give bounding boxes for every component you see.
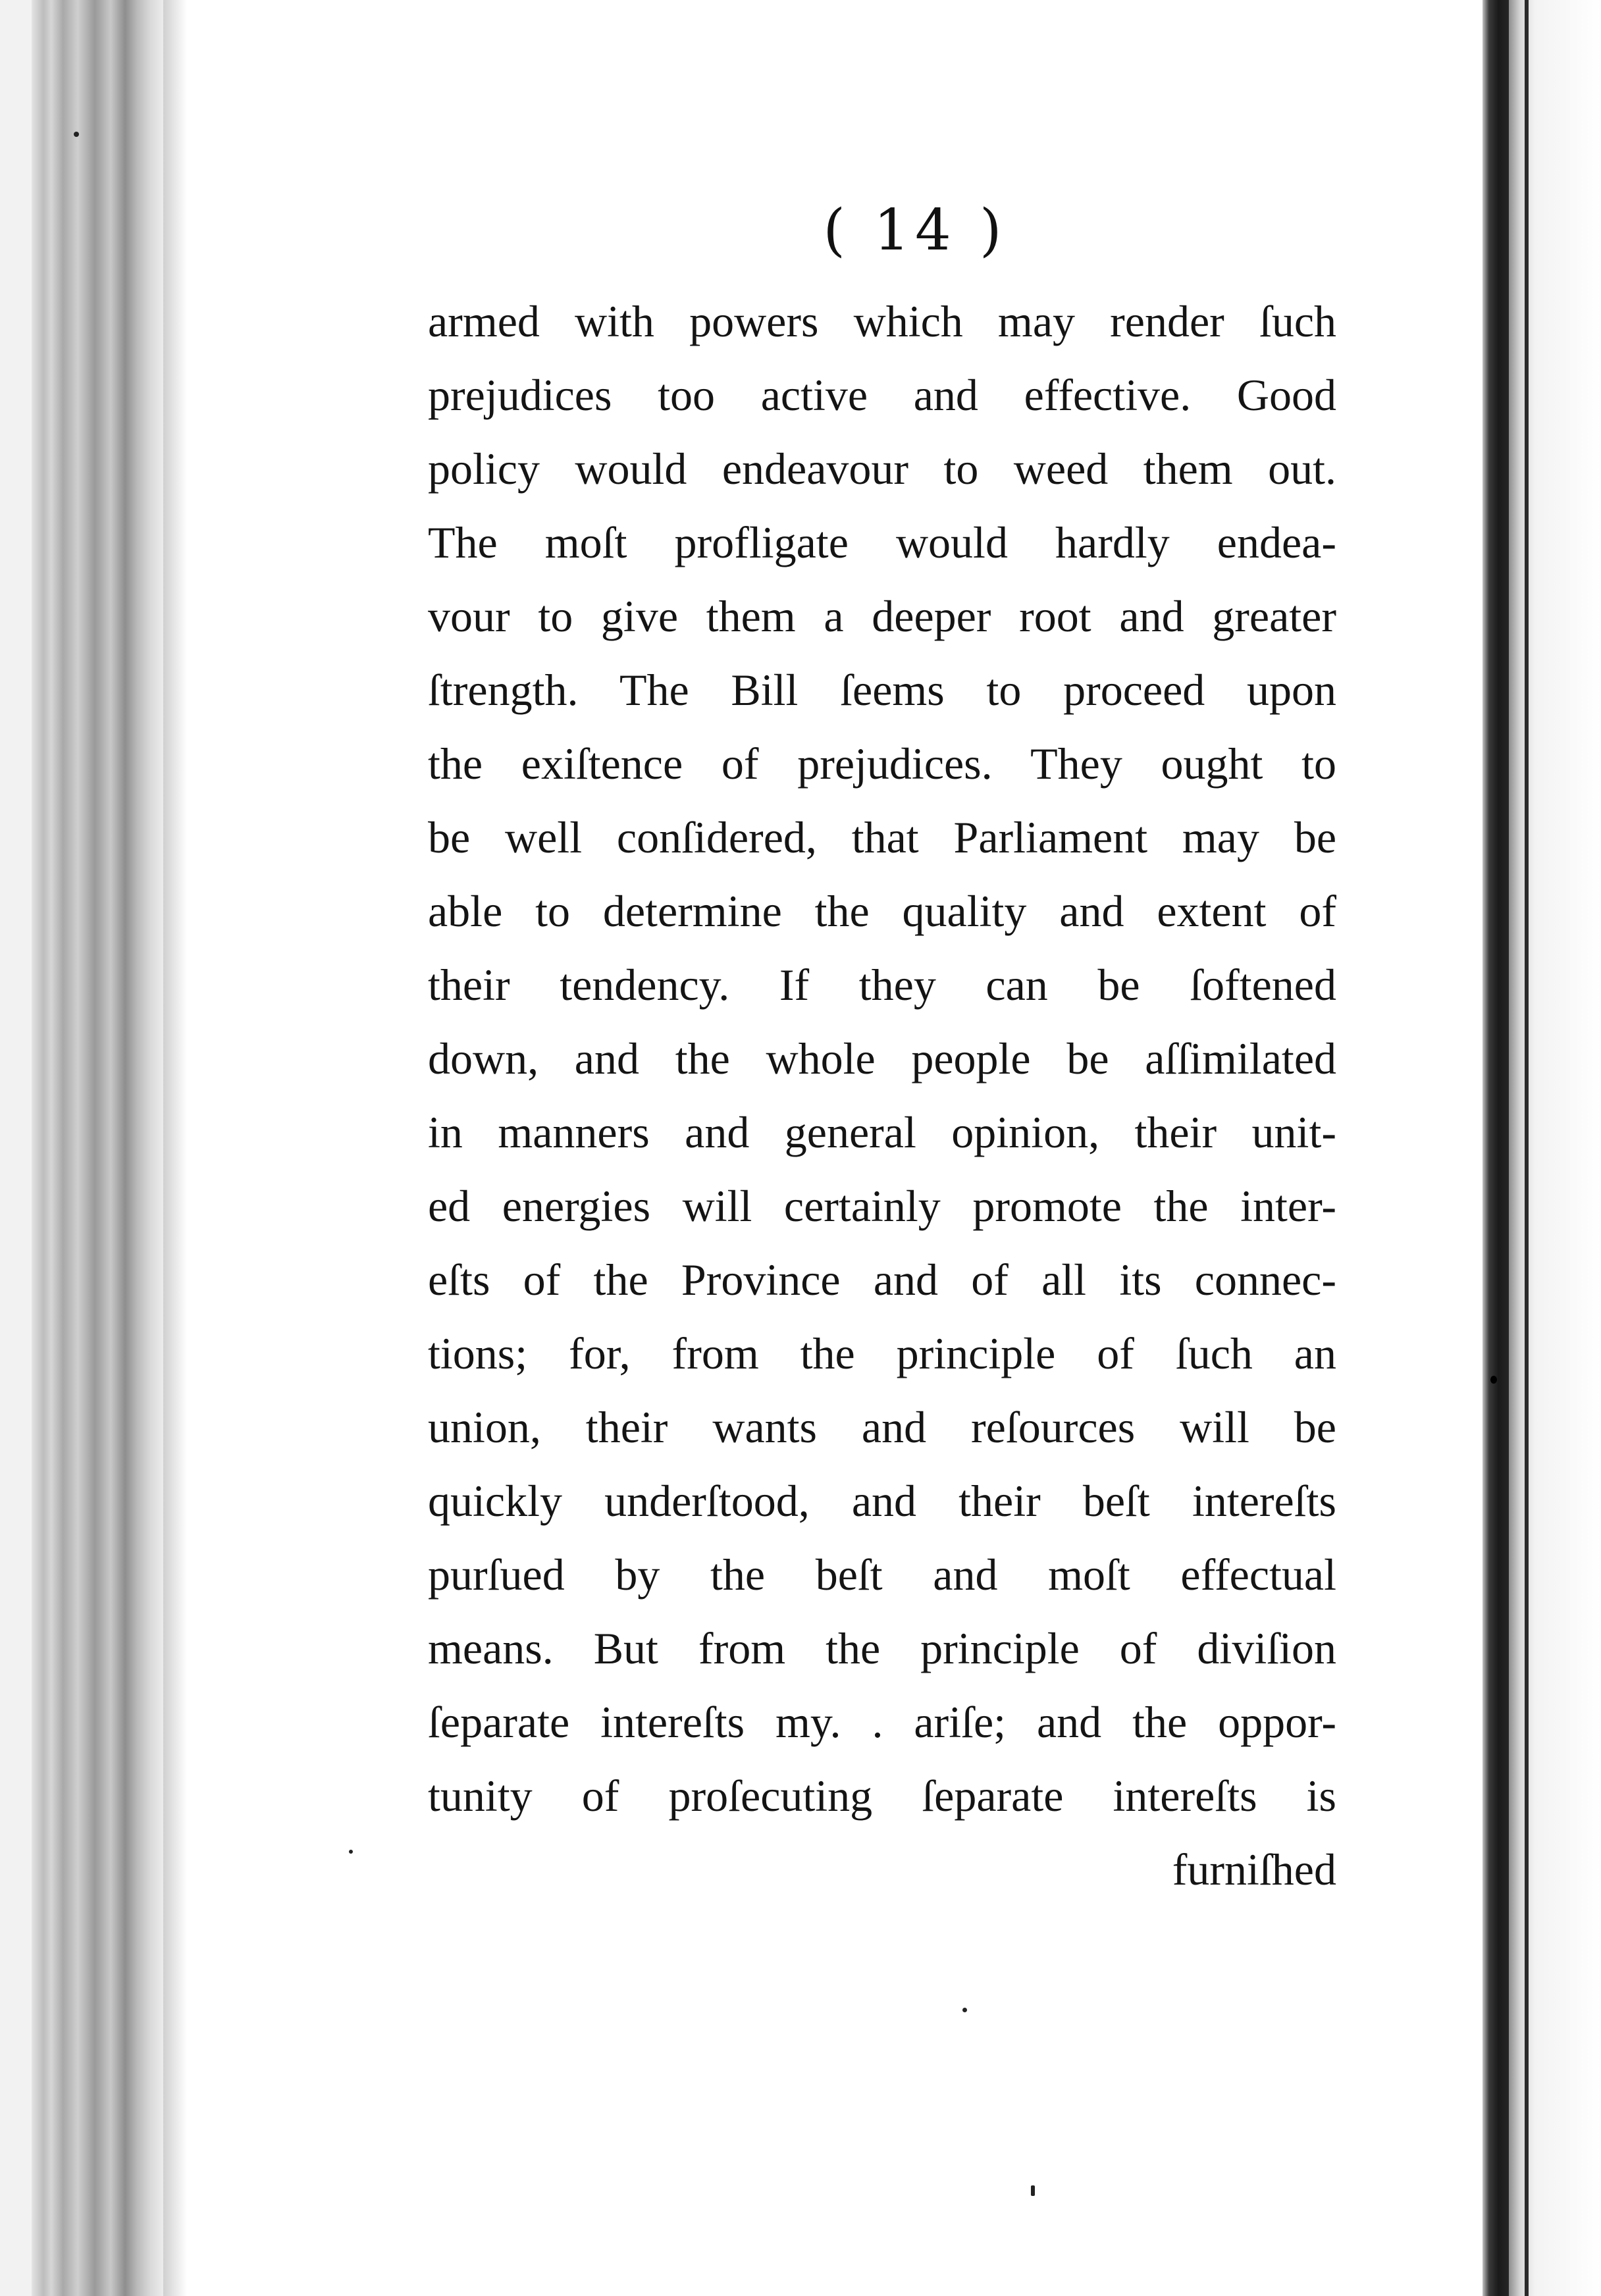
text-line: purſued by the beſt and moſt effectual xyxy=(428,1550,1336,1600)
text-line: means. But from the principle of diviſion xyxy=(428,1623,1336,1673)
specks xyxy=(349,1850,353,1854)
facing-page-border xyxy=(1525,0,1529,2296)
specks xyxy=(74,132,79,137)
text-line: armed with powers which may render ſuch xyxy=(428,296,1336,346)
left-margin xyxy=(0,0,32,2296)
text-line: union, their wants and reſources will be xyxy=(428,1402,1336,1452)
page-edge-shadow xyxy=(163,0,187,2296)
text-line: ſtrength. The Bill ſeems to proceed upon xyxy=(428,665,1336,715)
text-line: eſts of the Province and of all its connec- xyxy=(428,1255,1336,1305)
stacked-page-edges xyxy=(32,0,163,2296)
specks xyxy=(962,2008,967,2012)
text-line: able to determine the quality and extent of xyxy=(428,886,1336,936)
text-line: prejudices too active and effective. Good xyxy=(428,370,1336,420)
text-line: tunity of proſecuting ſeparate intereſts is xyxy=(428,1771,1336,1821)
text-line: vour to give them a deeper root and greater xyxy=(428,591,1336,641)
text-line: quickly underſtood, and their beſt intereſts xyxy=(428,1476,1336,1526)
facing-page-edge xyxy=(1509,0,1601,2296)
binding-gutter xyxy=(1483,0,1509,2296)
text-line: The moſt profligate would hardly endea- xyxy=(428,517,1336,567)
text-line: ed energies will certainly promote the inter- xyxy=(428,1181,1336,1231)
text-line: their tendency. If they can be ſoftened xyxy=(428,960,1336,1010)
catchword: furniſhed xyxy=(1172,1844,1336,1894)
text-line: policy would endeavour to weed them out. xyxy=(428,444,1336,494)
specks xyxy=(1490,1376,1497,1384)
text-line: be well conſidered, that Parliament may be xyxy=(428,812,1336,862)
text-line: down, and the whole people be aſſimilated xyxy=(428,1033,1336,1083)
text-line: in manners and general opinion, their unit- xyxy=(428,1107,1336,1157)
specks xyxy=(1031,2185,1035,2196)
body-text xyxy=(428,284,1336,1906)
text-line: ſeparate intereſts my. . ariſe; and the oppor- xyxy=(428,1697,1336,1747)
text-line: the exiſtence of prejudices. They ought to xyxy=(428,739,1336,789)
text-line: tions; for, from the principle of ſuch an xyxy=(428,1328,1336,1378)
page-number: ( 14 ) xyxy=(823,197,1007,263)
